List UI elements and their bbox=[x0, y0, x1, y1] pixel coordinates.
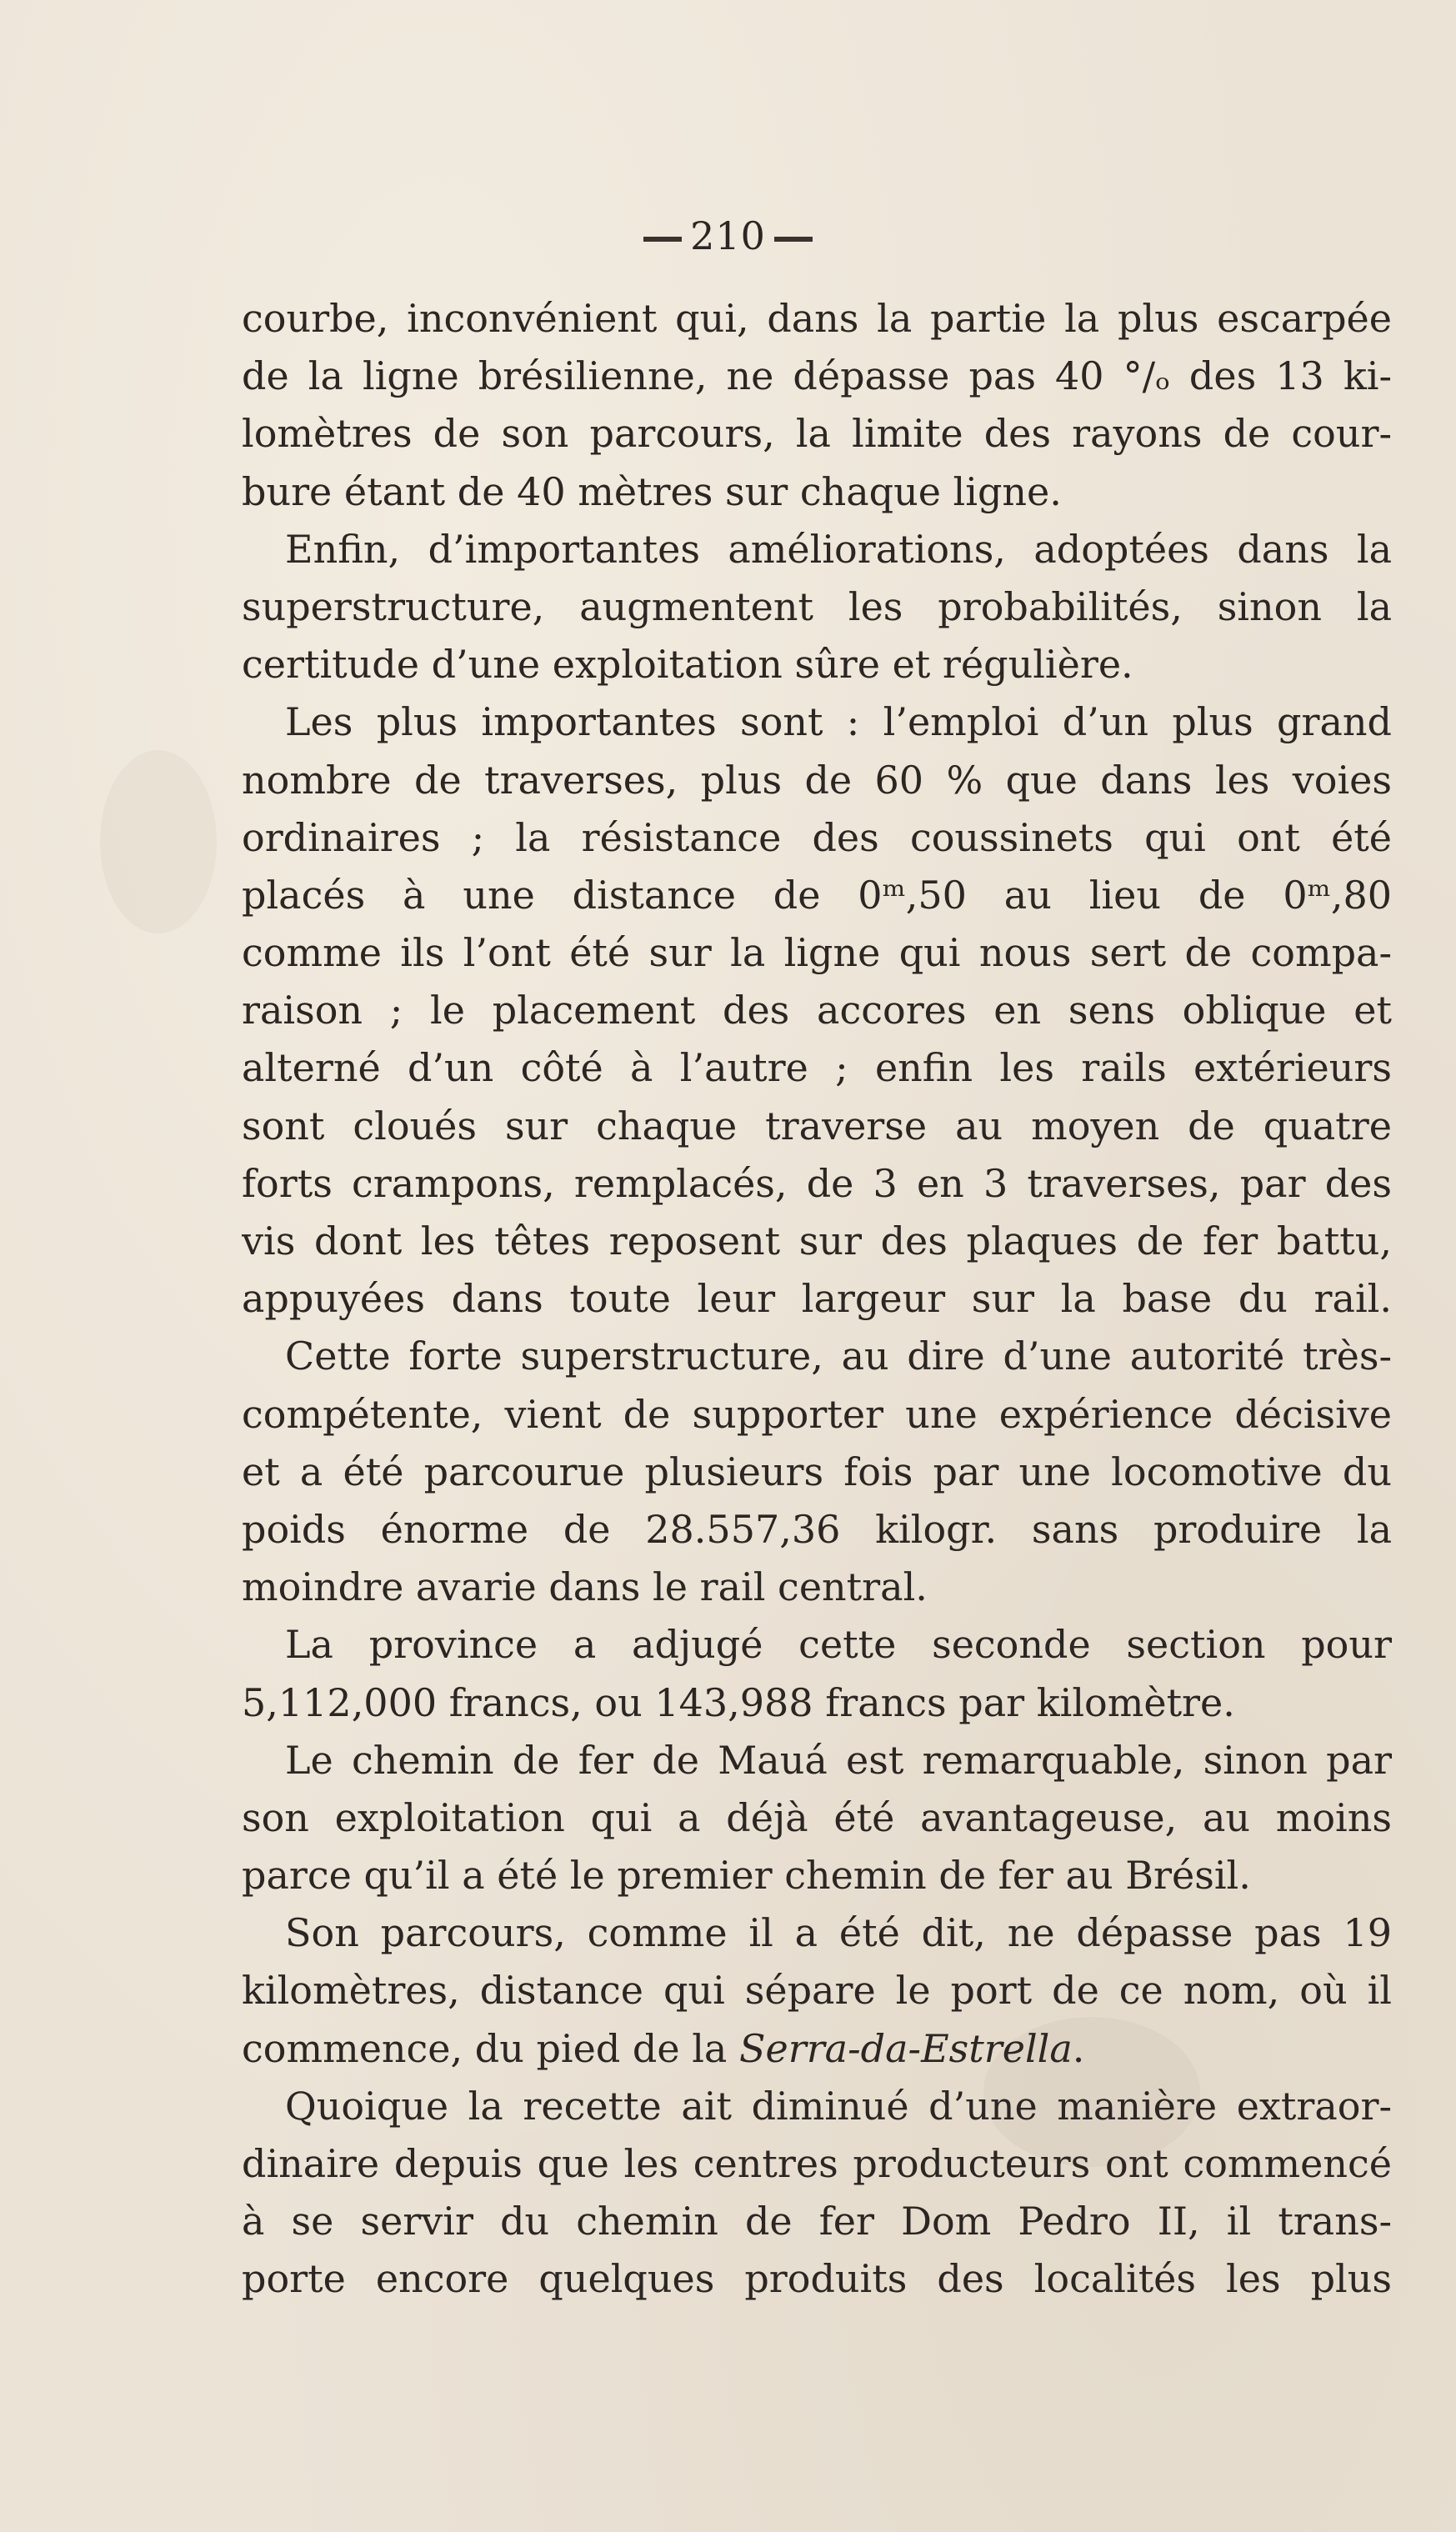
text-line: comme ils l’ont été sur la ligne qui nous sert de compa- bbox=[242, 930, 1392, 976]
text-line: compétente, vient de supporter une expérience décisive bbox=[242, 1391, 1392, 1437]
page-number-text: 210 bbox=[690, 213, 766, 258]
text-line bbox=[242, 2020, 1392, 2078]
text-line: moindre avarie dans le rail central. bbox=[242, 1564, 928, 1610]
text-line: 5,112,000 francs, ou 143,988 francs par kilomètre. bbox=[242, 1679, 1235, 1725]
text-line: La province a adjugé cette seconde section pour bbox=[285, 1622, 1392, 1668]
text-line: Cette forte superstructure, au dire d’une autorité très- bbox=[285, 1334, 1392, 1379]
text-line: et a été parcourue plusieurs fois par une locomotive du bbox=[242, 1449, 1392, 1494]
text-line: de la ligne brésilienne, ne dépasse pas 40 °/ₒ des 13 ki- bbox=[242, 353, 1392, 399]
folio-dash-left bbox=[643, 237, 682, 242]
text-line: Son parcours, comme il a été dit, ne dépasse pas 19 bbox=[285, 1910, 1392, 1956]
paper-stain bbox=[100, 750, 217, 933]
text-line: certitude d’une exploitation sûre et régulière. bbox=[242, 642, 1133, 688]
text-line: appuyées dans toute leur largeur sur la base du rail. bbox=[242, 1276, 1392, 1322]
text-line: vis dont les têtes reposent sur des plaques de fer battu, bbox=[242, 1218, 1392, 1263]
place-name-italic: Serra-da-Estrella bbox=[738, 2025, 1073, 2071]
text-line: à se servir du chemin de fer Dom Pedro II, il trans- bbox=[242, 2199, 1392, 2244]
folio-dash-right bbox=[774, 237, 813, 242]
text-line: ordinaires ; la résistance des coussinets qui ont été bbox=[242, 814, 1392, 860]
text-line: Les plus importantes sont : l’emploi d’un plus grand bbox=[285, 699, 1392, 745]
text-line: sont cloués sur chaque traverse au moyen de quatre bbox=[242, 1103, 1392, 1148]
body-text bbox=[242, 290, 1392, 2309]
text-line: courbe, inconvénient qui, dans la partie la plus escarpée bbox=[242, 296, 1392, 341]
text-line: poids énorme de 28.557,36 kilogr. sans produire la bbox=[242, 1506, 1392, 1552]
text-line: forts crampons, remplacés, de 3 en 3 traverses, par des bbox=[242, 1160, 1392, 1206]
text-line: alterné d’un côté à l’autre ; enfin les rails extérieurs bbox=[242, 1045, 1392, 1091]
text-line: Enfin, d’importantes améliorations, adoptées dans la bbox=[285, 526, 1392, 572]
text-line: nombre de traverses, plus de 60 % que dans les voies bbox=[242, 757, 1392, 803]
text-run: . bbox=[1072, 2025, 1085, 2071]
text-line: Quoique la recette ait diminué d’une manière extraor- bbox=[285, 2083, 1392, 2129]
text-line: raison ; le placement des accores en sens oblique et bbox=[242, 988, 1392, 1033]
text-run: commence, du pied de la bbox=[242, 2025, 739, 2071]
text-line: son exploitation qui a déjà été avantageuse, au moins bbox=[242, 1794, 1392, 1840]
text-line: parce qu’il a été le premier chemin de fer au Brésil. bbox=[242, 1853, 1251, 1899]
text-line: Le chemin de fer de Mauá est remarquable, sinon par bbox=[285, 1737, 1392, 1783]
text-line: superstructure, augmentent les probabilités, sinon la bbox=[242, 583, 1392, 629]
text-line: lomètres de son parcours, la limite des rayons de cour- bbox=[242, 411, 1392, 457]
text-line: bure étant de 40 mètres sur chaque ligne. bbox=[242, 468, 1062, 514]
text-line: dinaire depuis que les centres producteurs ont commencé bbox=[242, 2141, 1392, 2186]
text-line: porte encore quelques produits des localités les plus bbox=[242, 2256, 1392, 2302]
page-number bbox=[0, 207, 1456, 265]
text-line: placés à une distance de 0ᵐ,50 au lieu de 0ᵐ,80 bbox=[242, 872, 1392, 918]
text-line: kilomètres, distance qui sépare le port de ce nom, où il bbox=[242, 1968, 1392, 2014]
